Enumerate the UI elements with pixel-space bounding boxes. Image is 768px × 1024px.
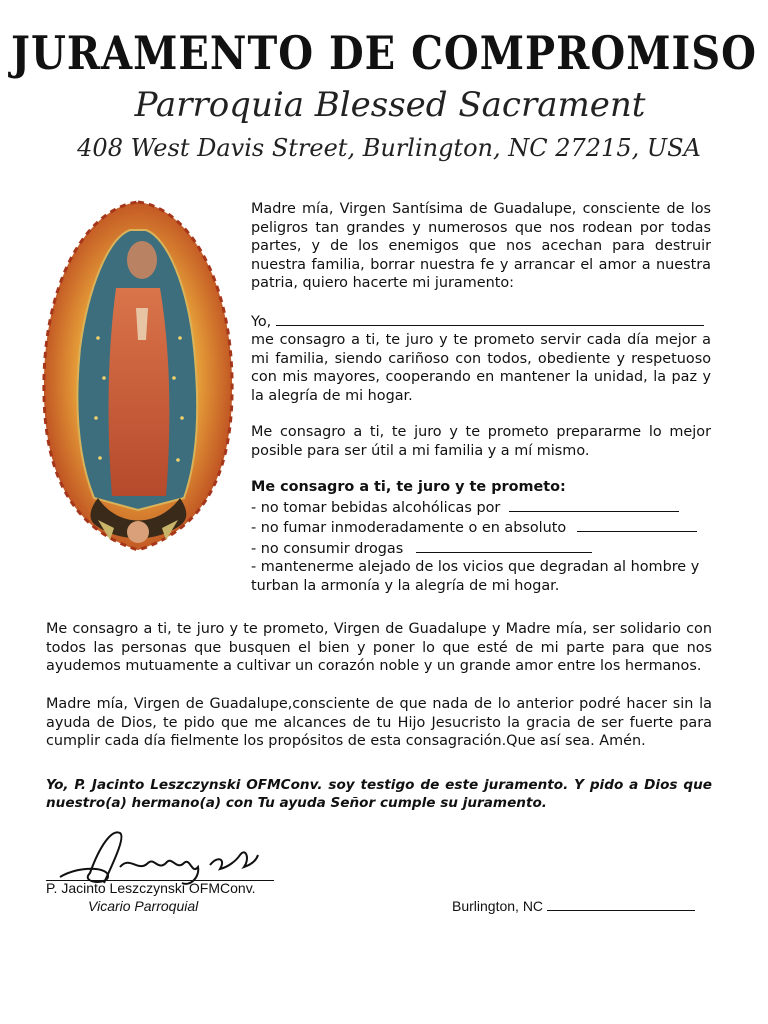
virgin-of-guadalupe-image [38, 198, 238, 568]
parish-name: Parroquia Blessed Sacrament [134, 85, 646, 125]
name-blank-line[interactable] [276, 311, 704, 326]
date-blank-line[interactable] [547, 898, 695, 911]
pledge-item-smoking: - no fumar inmoderadamente o en absoluto [251, 517, 711, 538]
pledge-item-vices: - mantenerme alejado de los vicios que degradan al hombre y turban la armonía y la alegría de mi hogar. [251, 559, 700, 594]
intro-paragraph: Madre mía, Virgen Santísima de Guadalupe, consciente de los peligros tan grandes y numerosos que nos rodean por todas partes, y de los enemigos que nos acechan para destruir nuestra familia, borrar nuestra fe y arrancar el amor a nuestra patria, quiero hacerte mi juramento: [251, 201, 711, 291]
solidarity-paragraph: Me consagro a ti, te juro y te prometo, Virgen de Guadalupe y Madre mía, ser solidario con todos las personas que busquen el bien y poner lo que esté de mi parte para que nos ayudemos mutuamente a cultivar un corazón noble y un grande amor entre los hermanos. [46, 621, 712, 674]
signer-role: Vicario Parroquial [88, 898, 199, 914]
closing-prayer-paragraph: Madre mía, Virgen de Guadalupe,consciente de que nada de lo anterior podré hacer sin la ayuda de Dios, te pido que me alcances de tu Hijo Jesucristo la gracia de ser fuerte para cumplir cada día fielmente los propósitos de esta consagración.Que así sea. Amén. [46, 696, 712, 749]
pledge-item-alcohol: - no tomar bebidas alcohólicas por [251, 497, 711, 518]
document-title: JURAMENTO DE COMPROMISO [11, 26, 757, 81]
yo-label: Yo, [251, 313, 272, 330]
witness-statement: Yo, P. Jacinto Leszczynski OFMConv. soy testigo de este juramento. Y pido a Dios que nuestro(a) hermano(a) con Tu ayuda Señor cumple su juramento. [46, 777, 712, 811]
yo-line [251, 311, 711, 332]
drugs-blank-line[interactable] [416, 538, 592, 553]
consecration-text [251, 200, 711, 595]
place-label: Burlington, NC [452, 898, 544, 914]
pledge-heading: Me consagro a ti, te juro y te prometo: [251, 479, 566, 495]
place-date-line [452, 898, 695, 914]
signer-name: P. Jacinto Leszczynski OFMConv. [46, 880, 256, 896]
pledge-self: Me consagro a ti, te juro y te prometo prepararme lo mejor posible para ser útil a mi familia y a mí mismo. [251, 424, 711, 459]
parish-address: 408 West Davis Street, Burlington, NC 27215, USA [77, 134, 701, 162]
alcohol-blank-line[interactable] [509, 497, 679, 512]
pledge-family: me consagro a ti, te juro y te prometo servir cada día mejor a mi familia, siendo cariñoso con todos, obediente y respetuoso con mis mayores, cooperando en mantener la unidad, la paz y la alegría de mi hogar. [251, 332, 711, 404]
smoking-blank-line[interactable] [577, 517, 697, 532]
pledge-item-drugs: - no consumir drogas [251, 538, 711, 559]
